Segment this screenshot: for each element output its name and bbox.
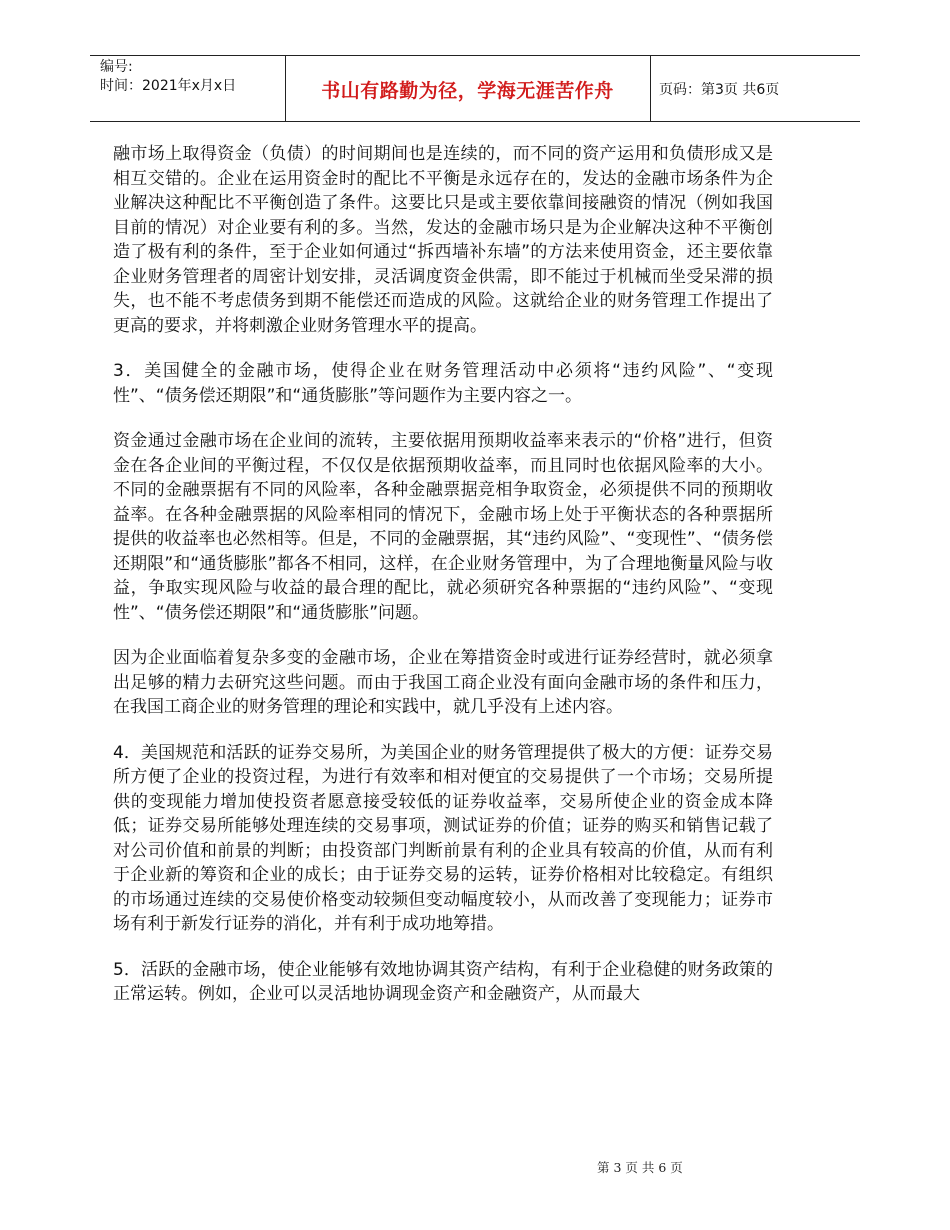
header-bottom-rule bbox=[90, 121, 860, 122]
header-divider-right bbox=[650, 55, 651, 121]
paragraph-gap bbox=[113, 625, 773, 646]
body-paragraph: 融市场上取得资金（负债）的时间期间也是连续的，而不同的资产运用和负债形成又是相互交错的。企业在运用资金时的配比不平衡是永远存在的，发达的金融市场条件为企业解决这种配比不平衡创造了条件。这要比只是或主要依靠间接融资的情况（例如我国目前的情况）对企业要有利的多。当然，发达的金融市场只是为企业解决这种不平衡创造了极有利的条件，至于企业如何通过“拆西墙补东墙”的方法来使用资金，还主要依靠企业财务管理者的周密计划安排，灵活调度资金供需，即不能过于机械而坐受呆滞的损失，也不能不考虑债务到期不能偿还而造成的风险。这就给企业的财务管理工作提出了更高的要求，并将刺激企业财务管理水平的提高。 bbox=[113, 144, 773, 336]
document-body bbox=[113, 142, 773, 1007]
body-paragraph: 4．美国规范和活跃的证券交易所，为美国企业的财务管理提供了极大的方便：证券交易所方便了企业的投资过程，为进行有效率和相对便宜的交易提供了一个市场；交易所提供的变现能力增加使投资者愿意接受较低的证券收益率，交易所使企业的资金成本降低；证券交易所能够处理连续的交易事项，测试证券的价值；证券的购买和销售记载了对公司价值和前景的判断；由投资部门判断前景有利的企业具有较高的价值，从而有利于企业新的筹资和企业的成长；由于证券交易的运转，证券价格相对比较稳定。有组织的市场通过连续的交易使价格变动较频但变动幅度较小，从而改善了变现能力；证券市场有利于新发行证券的消化，并有利于成功地筹措。 bbox=[113, 742, 773, 934]
header-meta bbox=[100, 58, 236, 96]
paragraph-gap bbox=[113, 720, 773, 741]
paragraph-gap bbox=[113, 338, 773, 359]
header-page-info: 页码：第3页 共6页 bbox=[659, 82, 780, 98]
page-footer-number: 第 3 页 共 6 页 bbox=[597, 1160, 683, 1175]
body-paragraph: 资金通过金融市场在企业间的流转，主要依据用预期收益率来表示的“价格”进行，但资金在各企业间的平衡过程，不仅仅是依据预期收益率，而且同时也依据风险率的大小。不同的金融票据有不同的风险率，各种金融票据竞相争取资金，必须提供不同的预期收益率。在各种金融票据的风险率相同的情况下，金融市场上处于平衡状态的各种票据所提供的收益率也必然相等。但是，不同的金融票据，其“违约风险”、“变现性”、“债务偿还期限”和“通货膨胀”都各不相同，这样，在企业财务管理中，为了合理地衡量风险与收益，争取实现风险与收益的最合理的配比，就必须研究各种票据的“违约风险”、“变现性”、“债务偿还期限”和“通货膨胀”问题。 bbox=[113, 431, 773, 623]
body-paragraph: 因为企业面临着复杂多变的金融市场，企业在筹措资金时或进行证券经营时，就必须拿出足够的精力去研究这些问题。而由于我国工商企业没有面向金融市场的条件和压力，在我国工商企业的财务管理的理论和实践中，就几乎没有上述内容。 bbox=[113, 648, 773, 717]
paragraph-gap bbox=[113, 408, 773, 429]
document-time-label: 时间：2021年x月x日 bbox=[100, 78, 237, 94]
document-number-label: 编号: bbox=[100, 59, 133, 75]
body-paragraph: 5．活跃的金融市场，使企业能够有效地协调其资产结构，有利于企业稳健的财务政策的正常运转。例如，企业可以灵活地协调现金资产和金融资产，从而最大 bbox=[113, 959, 773, 1004]
header-top-rule bbox=[90, 55, 860, 56]
body-paragraph: 3．美国健全的金融市场，使得企业在财务管理活动中必须将“违约风险”、“变现性”、“债务偿还期限”和“通货膨胀”等问题作为主要内容之一。 bbox=[113, 361, 773, 406]
paragraph-gap bbox=[113, 937, 773, 958]
header-motto: 书山有路勤为径，学海无涯苦作舟 bbox=[321, 80, 614, 102]
